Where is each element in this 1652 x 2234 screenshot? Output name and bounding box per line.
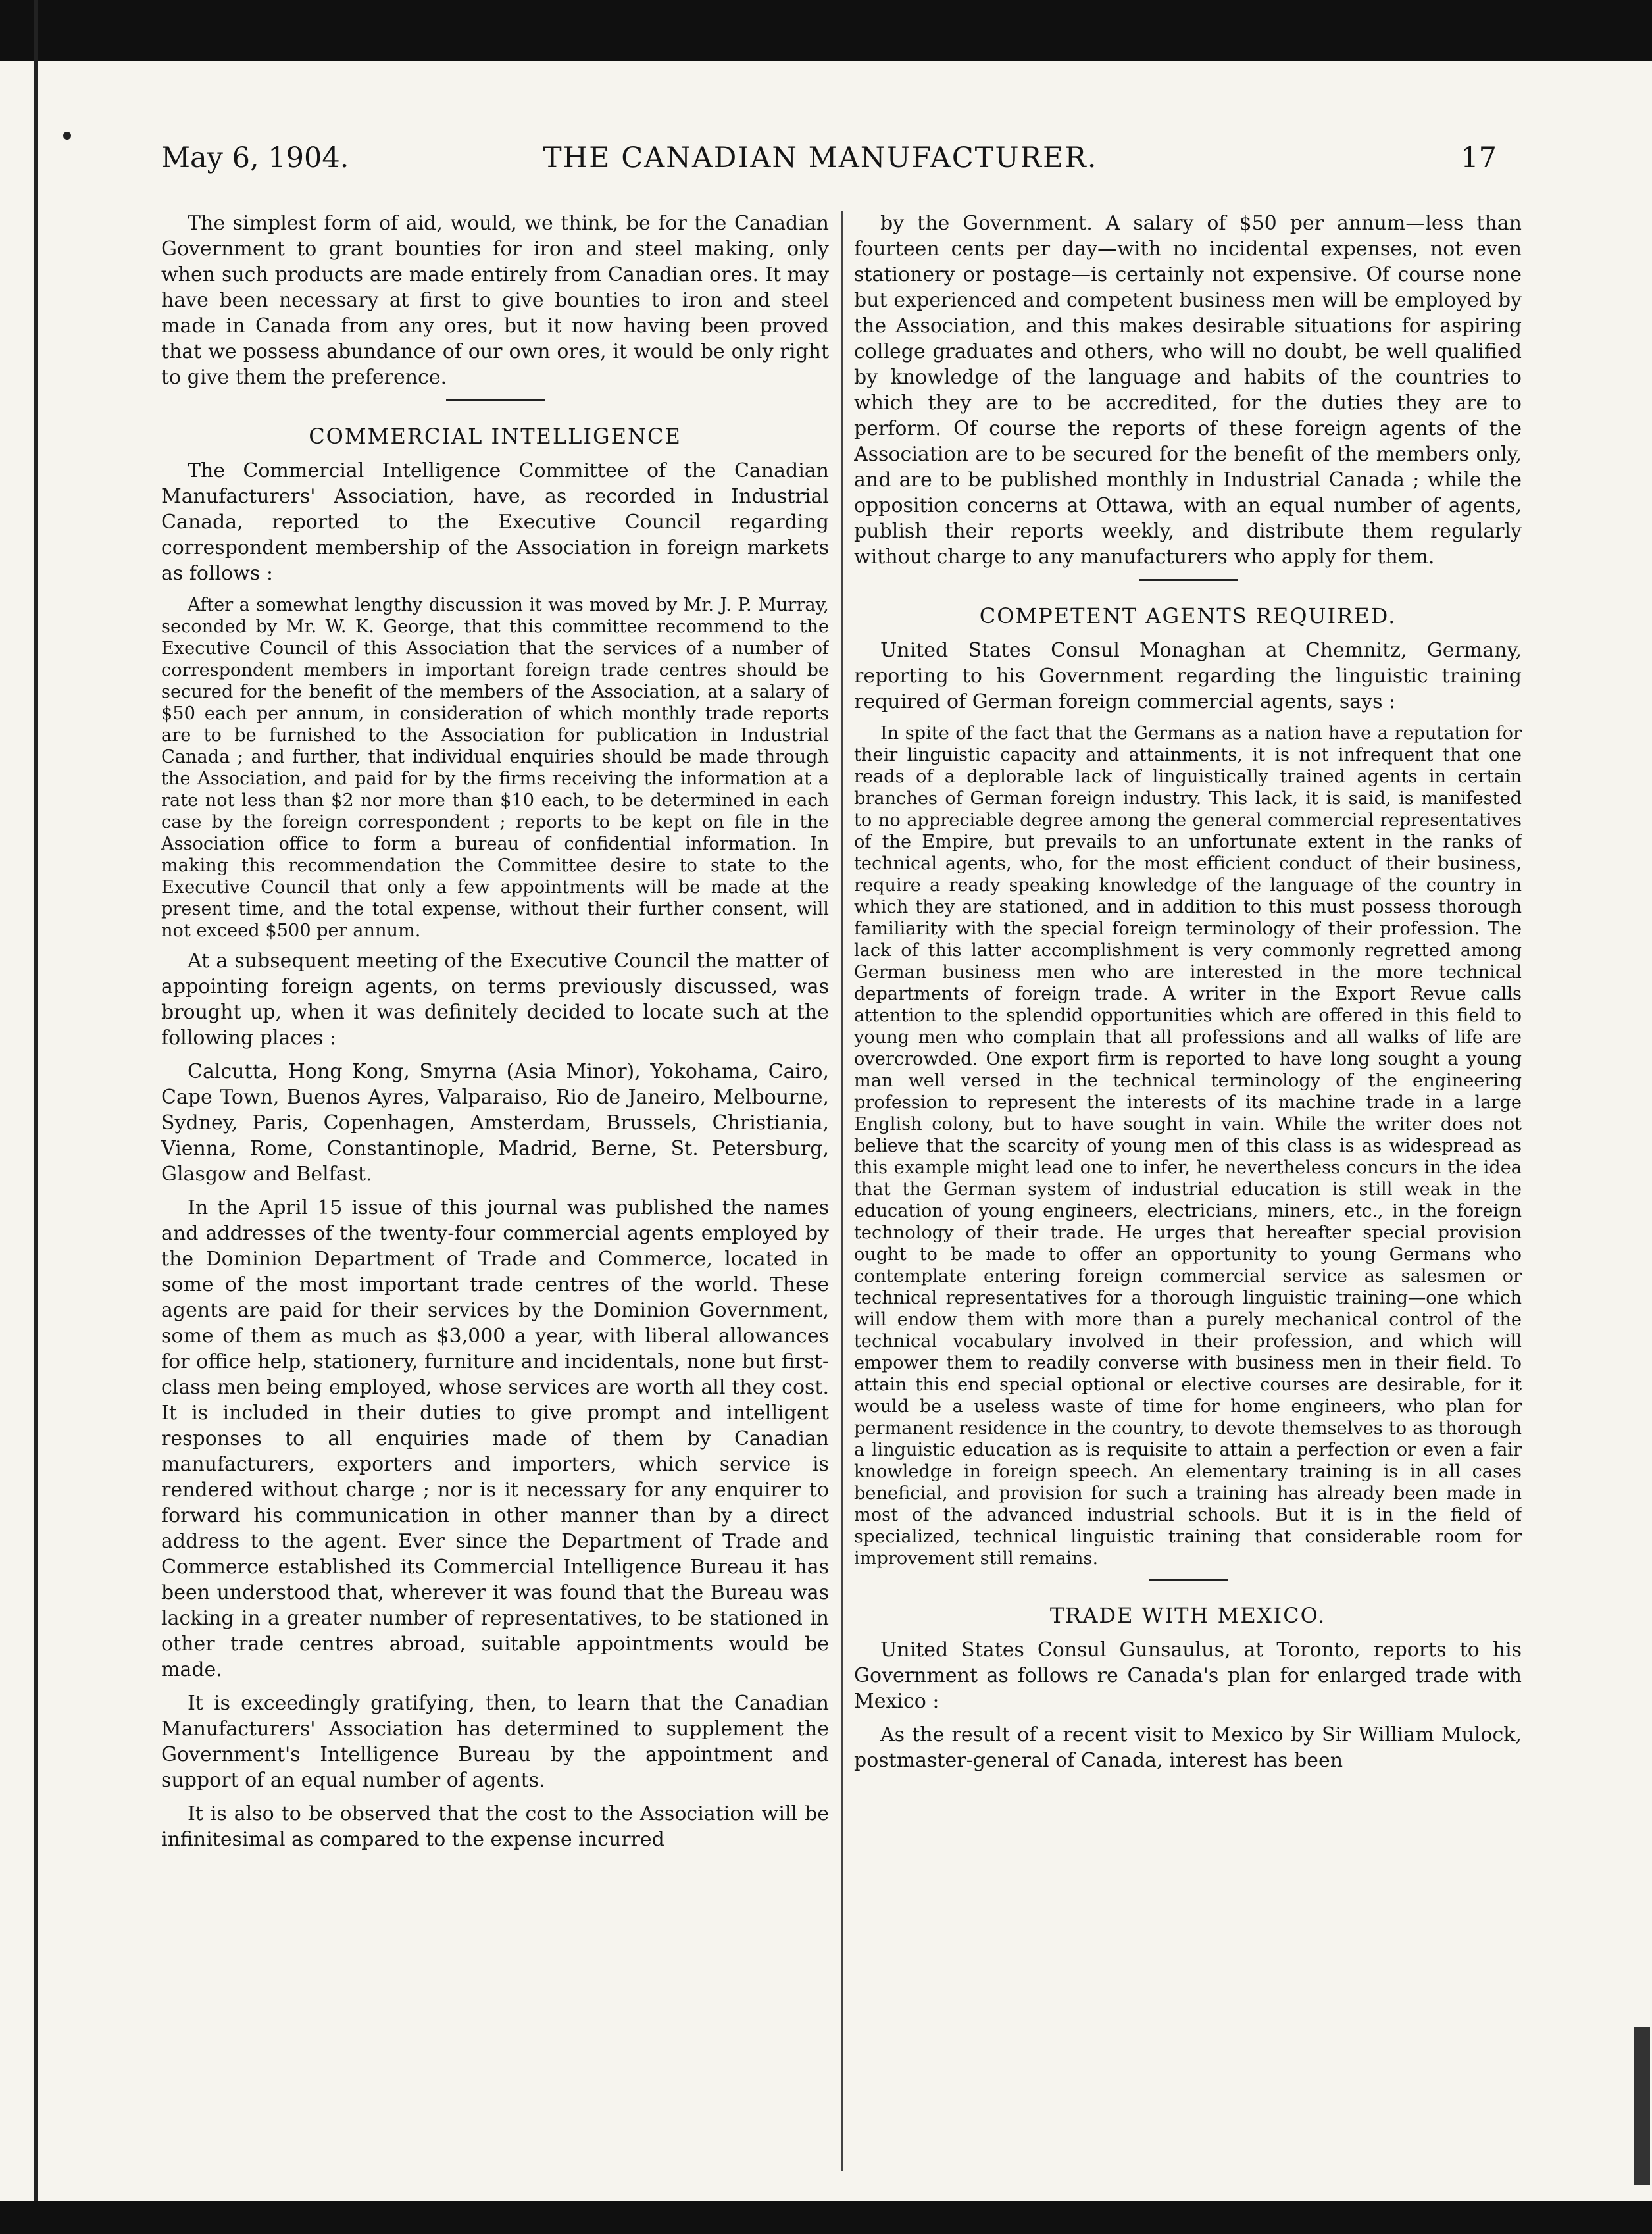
article-paragraph: United States Consul Monaghan at Chemnitz, Germany, reporting to his Government regarding the linguistic training required of German foreign commercial agents, says : xyxy=(854,639,1522,713)
intro-paragraph: The simplest form of aid, would, we think, be for the Canadian Government to grant bounties for iron and steel making, only when such products are made entirely from Canadian ores. It may have been necessary at first to give bounties to iron and steel made in Canada from any ores, but it now having been proved that we possess abundance of our own ores, it would be only right to give them the preference. xyxy=(161,212,829,389)
article-paragraph: United States Consul Gunsaulus, at Toronto, reports to his Government as follows re Canada's plan for enlarged trade with Mexico : xyxy=(854,1638,1522,1713)
left-column xyxy=(161,211,829,2185)
quoted-resolution: After a somewhat lengthy discussion it was moved by Mr. J. P. Murray, seconded by Mr. W. K. George, that this committee recommend to the Executive Council of this Association that the services of a number of correspondent members in important foreign trade centres should be secured for the benefit of the members of the Association, at a salary of $50 each per annum, in consideration of which monthly trade reports are to be furnished to the Association for publication in Industrial Canada ; and further, that individual enquiries should be made through the Association, and paid for by the firms receiving the information at a rate not less than $2 nor more than $10 each, to be determined in each case by the foreign correspondent ; reports to be kept on file in the Association office to form a bureau of confidential information. In making this recommendation the Committee desire to state to the Executive Council that only a few appointments will be made at the present time, and the total expense, without their further consent, will not exceed $500 per annum. xyxy=(161,595,829,941)
section-rule xyxy=(446,399,545,401)
page-header xyxy=(161,141,1497,188)
page-number: 17 xyxy=(1461,141,1497,174)
scan-left-edge xyxy=(34,0,38,2234)
journal-title: THE CANADIAN MANUFACTURER. xyxy=(543,141,1098,174)
article-paragraph: It is exceedingly gratifying, then, to learn that the Canadian Manufacturers' Association has determined to supplement the Government's Intelligence Bureau by the appointment and support of an equal number of agents. xyxy=(161,1692,829,1792)
right-column xyxy=(854,211,1522,2185)
section-heading: TRADE WITH MEXICO. xyxy=(1049,1603,1326,1628)
section-heading: COMPETENT AGENTS REQUIRED. xyxy=(979,603,1397,628)
column-divider xyxy=(841,211,843,2171)
quoted-report: In spite of the fact that the Germans as a nation have a reputation for their linguistic capacity and attainments, it is not infrequent that one reads of a deplorable lack of linguistically trained agents in certain branches of German foreign industry. This lack, it is said, is manifested to no appreciable degree among the general commercial representatives of the Empire, but prevails to an unfortunate extent in the ranks of technical agents, who, for the most efficient conduct of their business, require a ready speaking knowledge of the language of the country in which they are stationed, and in addition to this must possess thorough familiarity with the special foreign terminology of their profession. The lack of this latter accomplishment is very commonly regretted among German business men who are interested in the more technical departments of foreign trade. A writer in the Export Revue calls attention to the splendid opportunities which are offered in this field to young men who complain that all professions and all walks of life are overcrowded. One export firm is reported to have long sought a young man well versed in the technical terminology of the engineering profession to represent the interests of its machine trade in a large English colony, but to have sought in vain. While the writer does not believe that the scarcity of young men of this class is as widespread as this example might lead one to infer, he nevertheless concurs in the idea that the German system of industrial education is still weak in the education of young engineers, electricians, miners, etc., in the foreign technology of their trade. He urges that hereafter special provision ought to be made to offer an opportunity to young Germans who contemplate entering foreign commercial service as salesmen or technical representatives for a thorough linguistic training—one which will endow them with more than a purely mechanical control of the technical vocabulary involved in their profession, and which will empower them to readily converse with business men in their field. To attain this end special optional or elective courses are desirable, for it would be a useless waste of time for home engineers, who plan for permanent residence in the country, to devote themselves to as thorough a linguistic education as is requisite to attain a perfection or even a fair knowledge in foreign speech. An elementary training is in all cases beneficial, and provision for such a training has already been made in most of the advanced industrial schools. But it is in the field of specialized, technical linguistic training that considerable room for improvement still remains. xyxy=(854,723,1522,1569)
article-paragraph: The Commercial Intelligence Committee of the Canadian Manufacturers' Association, have, as recorded in Industrial Canada, reported to the Executive Council regarding correspondent membership of the Association in foreign markets as follows : xyxy=(161,459,829,585)
scan-bottom-border xyxy=(0,2201,1652,2234)
article-paragraph: It is also to be observed that the cost to the Association will be infinitesimal as compared to the expense incurred xyxy=(161,1802,829,1851)
article-paragraph: In the April 15 issue of this journal was published the names and addresses of the twenty-four commercial agents employed by the Dominion Department of Trade and Commerce, located in some of the most important trade centres of the world. These agents are paid for their services by the Dominion Government, some of them as much as $3,000 a year, with liberal allowances for office help, stationery, furniture and incidentals, none but first-class men being employed, whose services are worth all they cost. It is included in their duties to give prompt and intelligent responses to all enquiries made of them by Canadian manufacturers, exporters and importers, which service is rendered without charge ; nor is it necessary for any enquirer to forward his communication in other manner than by a direct address to the agent. Ever since the Department of Trade and Commerce established its Commercial Intelligence Bureau it has been understood that, wherever it was found that the Bureau was lacking in a greater number of representatives, to be stationed in other trade centres abroad, suitable appointments would be made. xyxy=(161,1196,829,1681)
scan-edge-mark xyxy=(1634,2027,1650,2185)
article-paragraph: At a subsequent meeting of the Executive Council the matter of appointing foreign agents, on terms previously discussed, was brought up, when it was definitely decided to locate such at the following places : xyxy=(161,950,829,1050)
section-rule xyxy=(1139,579,1238,581)
section-rule xyxy=(1149,1579,1228,1581)
scan-top-border xyxy=(0,0,1652,61)
article-paragraph: As the result of a recent visit to Mexico by Sir William Mulock, postmaster-general of Canada, interest has been xyxy=(854,1723,1522,1772)
section-heading: COMMERCIAL INTELLIGENCE xyxy=(309,424,682,449)
scan-speck xyxy=(63,132,71,140)
continued-paragraph: by the Government. A salary of $50 per annum—less than fourteen cents per day—with no incidental expenses, not even stationery or postage—is certainly not expensive. Of course none but experienced and competent business men will be employed by the Association, and this makes desirable situations for aspiring college graduates and others, who will no doubt, be well qualified by knowledge of the language and habits of the countries to which they are to be accredited, for the duties they are to perform. Of course the reports of these foreign agents of the Association are to be secured for the benefit of the members only, and are to be published monthly in Industrial Canada ; while the opposition concerns at Ottawa, with an equal number of agents, publish their reports weekly, and distribute them regularly without charge to any manufacturers who apply for them. xyxy=(854,212,1522,569)
issue-date: May 6, 1904. xyxy=(161,141,349,174)
city-list: Calcutta, Hong Kong, Smyrna (Asia Minor), Yokohama, Cairo, Cape Town, Buenos Ayres, Valparaiso, Rio de Janeiro, Melbourne, Sydney, Paris, Copenhagen, Amsterdam, Brussels, Christiania, Vienna, Rome, Constantinople, Madrid, Berne, St. Petersburg, Glasgow and Belfast. xyxy=(161,1060,829,1186)
